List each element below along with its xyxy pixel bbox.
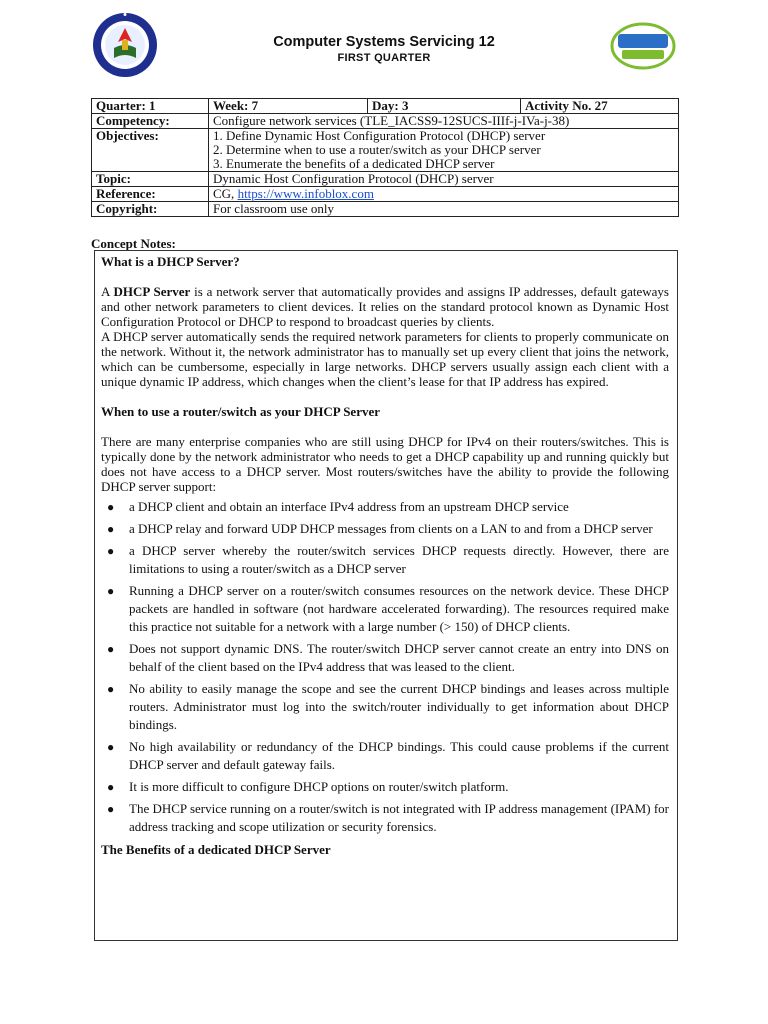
- bullet-icon: ●: [107, 584, 115, 598]
- list-item-text: a DHCP server whereby the router/switch services DHCP requests directly. However, there are limitations to using a router/switch as a DHCP server: [129, 543, 669, 576]
- concept-notes-label: Concept Notes:: [91, 236, 176, 251]
- lrmds-logo: [610, 22, 676, 70]
- list-item: [101, 640, 669, 676]
- document-subtitle: FIRST QUARTER: [337, 52, 431, 64]
- table-row: [92, 172, 679, 187]
- list-item: [101, 498, 669, 516]
- list-item-text: No high availability or redundancy of the DHCP bindings. This could cause problems if the current DHCP server and default gateway fails.: [129, 739, 669, 772]
- objective-item: 1. Define Dynamic Host Configuration Protocol (DHCP) server: [213, 128, 546, 143]
- list-item: [101, 582, 669, 636]
- list-item-text: It is more difficult to configure DHCP options on router/switch platform.: [129, 779, 509, 794]
- bullet-icon: ●: [107, 522, 115, 536]
- table-row: [92, 129, 679, 172]
- concept-notes-box: [94, 250, 678, 941]
- list-item: [101, 778, 669, 796]
- limitations-list: [101, 498, 669, 836]
- reference-prefix: CG,: [213, 186, 238, 201]
- list-item: [101, 520, 669, 538]
- copyright-label: Copyright:: [92, 202, 209, 217]
- bullet-icon: ●: [107, 500, 115, 514]
- list-item-text: a DHCP relay and forward UDP DHCP messages from clients on a LAN to and from a DHCP server: [129, 521, 653, 536]
- table-row: [92, 99, 679, 114]
- list-item: [101, 680, 669, 734]
- day-cell: Day: 3: [368, 99, 521, 114]
- objective-item: 2. Determine when to use a router/switch as your DHCP server: [213, 142, 541, 157]
- topic-value: Dynamic Host Configuration Protocol (DHCP) server: [209, 172, 679, 187]
- topic-label: Topic:: [92, 172, 209, 187]
- objective-item: 3. Enumerate the benefits of a dedicated DHCP server: [213, 156, 495, 171]
- competency-label: Competency:: [92, 114, 209, 129]
- copyright-value: For classroom use only: [209, 202, 679, 217]
- list-item-text: a DHCP client and obtain an interface IPv4 address from an upstream DHCP service: [129, 499, 569, 514]
- activity-cell: Activity No. 27: [521, 99, 679, 114]
- list-item-text: No ability to easily manage the scope and see the current DHCP bindings and leases across multiple routers. Administrator must log into the switch/router individually to get information about DHCP bindings.: [129, 681, 669, 732]
- paragraph-parameters: A DHCP server automatically sends the required network parameters for clients to properly communicate on the network. Without it, the network administrator has to manually set up every client that joins the network, which can be cumbersome, especially in large networks. DHCP servers usually assign each client with a unique dynamic IP address, which changes when the client’s lease for that IP address has expired.: [101, 329, 669, 389]
- bullet-icon: ●: [107, 802, 115, 816]
- list-item-text: Does not support dynamic DNS. The router/switch DHCP server cannot create an entry into DNS on behalf of the client based on the IPv4 address that was leased to the client.: [129, 641, 669, 674]
- list-item-text: Running a DHCP server on a router/switch consumes resources on the network device. These DHCP packets are handled in software (not hardware accelerated forwarding). The resources required make this practice not suitable for a network with a large number (> 150) of DHCP clients.: [129, 583, 669, 634]
- objectives-value: [209, 129, 679, 172]
- bullet-icon: ●: [107, 682, 115, 696]
- quarter-cell: Quarter: 1: [92, 99, 209, 114]
- table-row: [92, 114, 679, 129]
- reference-label: Reference:: [92, 187, 209, 202]
- week-cell: Week: 7: [209, 99, 368, 114]
- text: is a network server that automatically provides and assigns IP addresses, default gateways and other network parameters to client devices. It relies on the standard protocol known as Dynamic Host Configuration Protocol or DHCP to respond to broadcast queries by clients.: [101, 284, 669, 329]
- reference-link[interactable]: https://www.infoblox.com: [237, 186, 374, 201]
- paragraph-definition: [101, 284, 669, 329]
- list-item: [101, 542, 669, 578]
- bullet-icon: ●: [107, 544, 115, 558]
- bullet-icon: ●: [107, 780, 115, 794]
- bullet-icon: ●: [107, 642, 115, 656]
- table-row: [92, 202, 679, 217]
- bullet-icon: ●: [107, 740, 115, 754]
- objectives-label: Objectives:: [92, 129, 209, 172]
- list-item: [101, 800, 669, 836]
- paragraph-enterprise: There are many enterprise companies who are still using DHCP for IPv4 on their routers/switches. This is typically done by the network administrator who needs to get a DHCP capability up and running quickly but does not have access to a DHCP server. Most routers/switches have the ability to provide the following DHCP server support:: [101, 434, 669, 494]
- competency-value: Configure network services (TLE_IACSS9-12SUCS-IIIf-j-IVa-j-38): [209, 114, 679, 129]
- heading-what-is-dhcp: What is a DHCP Server?: [101, 254, 240, 269]
- heading-when-to-use: When to use a router/switch as your DHCP Server: [101, 404, 380, 419]
- document-title: Computer Systems Servicing 12: [273, 34, 495, 50]
- activity-info-table: [91, 98, 679, 217]
- heading-benefits: The Benefits of a dedicated DHCP Server: [101, 842, 331, 857]
- reference-value: [209, 187, 679, 202]
- table-row: [92, 187, 679, 202]
- text: A: [101, 284, 114, 299]
- list-item-text: The DHCP service running on a router/switch is not integrated with IP address management (IPAM) for address tracking and scope utilization or security forensics.: [129, 801, 669, 834]
- list-item: [101, 738, 669, 774]
- page-header: [0, 0, 768, 90]
- dhcp-server-term: DHCP Server: [113, 284, 191, 299]
